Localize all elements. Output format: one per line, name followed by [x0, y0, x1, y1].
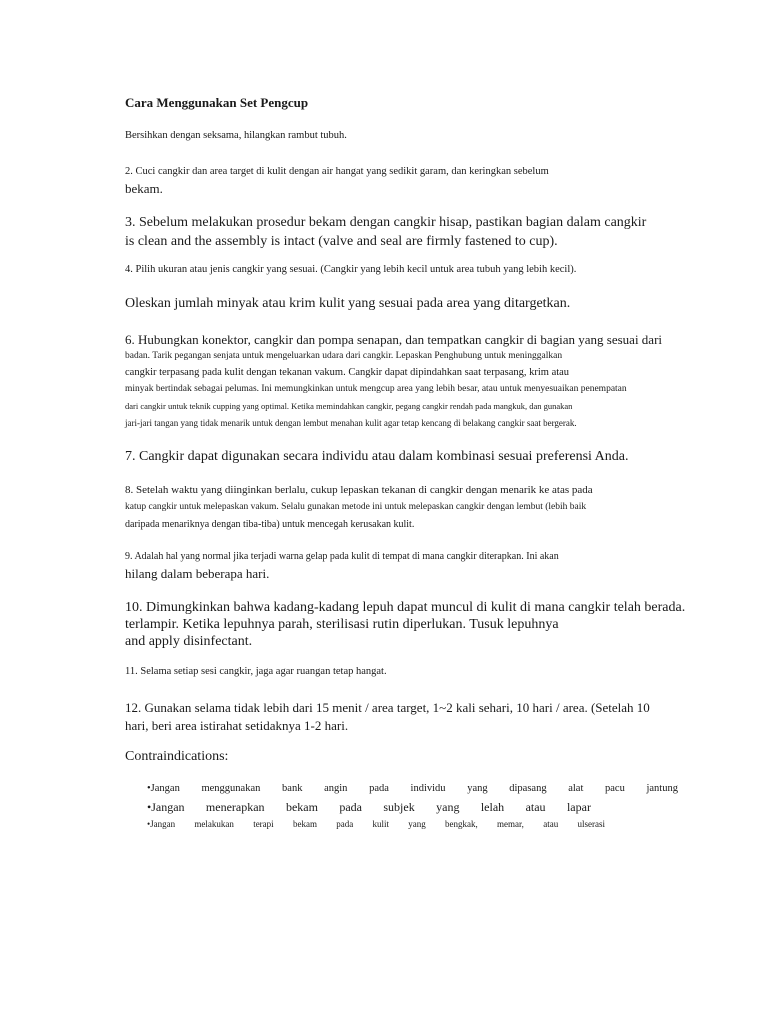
- step-11: 11. Selama setiap sesi cangkir, jaga agar ruangan tetap hangat.: [125, 666, 387, 677]
- bullet-word: •Jangan: [147, 800, 185, 814]
- text-line: dari cangkir untuk teknik cupping yang optimal. Ketika memindahkan cangkir, pegang cangkir rendah pada mangkuk, dan gunakan: [125, 401, 573, 411]
- step-9: [125, 548, 559, 582]
- step-8: [125, 482, 593, 533]
- text-line: 12. Gunakan selama tidak lebih dari 15 menit / area target, 1~2 kali sehari, 10 hari / area. (Setelah 10: [125, 700, 650, 715]
- bullet-word: dipasang: [509, 783, 547, 794]
- bullet-word: yang: [467, 783, 488, 794]
- bullet-word: terapi: [253, 819, 274, 829]
- bullet-word: jantung: [646, 783, 678, 794]
- text-line: is clean and the assembly is intact (valve and seal are firmly fastened to cup).: [125, 234, 558, 249]
- text-line: bekam.: [125, 181, 163, 196]
- text-line: hari, beri area istirahat setidaknya 1-2 hari.: [125, 718, 349, 733]
- contraindication-item: [147, 819, 605, 829]
- bullet-word: pada: [339, 800, 362, 814]
- text-line: katup cangkir untuk melepaskan vakum. Selalu gunakan metode ini untuk melepaskan cangkir dengan lembut (lebih baik: [125, 502, 587, 512]
- bullet-word: subjek: [383, 800, 415, 814]
- bullet-word: menerapkan: [205, 800, 265, 814]
- text-line: minyak bertindak sebagai pelumas. Ini memungkinkan untuk mengcup area yang lebih besar, atau untuk menyesuaikan penempatan: [125, 384, 627, 394]
- text-line: daripada menariknya dengan tiba-tiba) untuk mencegah kerusakan kulit.: [125, 519, 415, 530]
- text-line: hilang dalam beberapa hari.: [125, 566, 270, 581]
- bullet-word: angin: [324, 783, 348, 794]
- step-6: [125, 331, 662, 432]
- bullet-word: yang: [408, 819, 426, 829]
- text-line: 9. Adalah hal yang normal jika terjadi warna gelap pada kulit di tempat di mana cangkir diterapkan. Ini akan: [125, 551, 559, 562]
- bullet-word: alat: [568, 783, 584, 794]
- step-7: 7. Cangkir dapat digunakan secara individu atau dalam kombinasi sesuai preferensi Anda.: [125, 449, 629, 464]
- text-line: and apply disinfectant.: [125, 634, 253, 649]
- bullet-word: bekam: [292, 819, 317, 829]
- bullet-word: menggunakan: [201, 783, 261, 794]
- bullet-word: •Jangan: [147, 819, 176, 829]
- step-2: [125, 163, 549, 197]
- bullet-word: kulit: [372, 819, 389, 829]
- step-1: Bersihkan dengan seksama, hilangkan rambut tubuh.: [125, 130, 347, 141]
- bullet-word: bekam: [285, 800, 318, 814]
- contraindications-heading: Contraindications:: [125, 749, 229, 764]
- bullet-word: bengkak,: [445, 819, 478, 829]
- step-10: [125, 599, 685, 650]
- text-line: jari-jari tangan yang tidak menarik untuk dengan lembut menahan kulit agar tetap kencang di belakang cangkir saat bergerak.: [125, 418, 577, 428]
- bullet-word: memar,: [497, 819, 524, 829]
- bullet-word: individu: [410, 783, 446, 794]
- document-title: Cara Menggunakan Set Pengcup: [125, 95, 309, 110]
- text-line: 8. Setelah waktu yang diinginkan berlalu, cukup lepaskan tekanan di cangkir dengan menarik ke atas pada: [125, 484, 593, 496]
- step-5: Oleskan jumlah minyak atau krim kulit yang sesuai pada area yang ditargetkan.: [125, 296, 571, 311]
- text-line: 10. Dimungkinkan bahwa kadang-kadang lepuh dapat muncul di kulit di mana cangkir telah berada.: [125, 600, 686, 615]
- contraindication-item: [147, 783, 678, 794]
- text-line: 3. Sebelum melakukan prosedur bekam dengan cangkir hisap, pastikan bagian dalam cangkir: [125, 215, 647, 230]
- bullet-word: •Jangan: [147, 783, 180, 794]
- text-line: badan. Tarik pegangan senjata untuk mengeluarkan udara dari cangkir. Lepaskan Penghubung untuk meninggalkan: [125, 351, 563, 361]
- text-line: 6. Hubungkan konektor, cangkir dan pompa senapan, dan tempatkan cangkir di bagian yang sesuai dari: [125, 332, 663, 347]
- step-3: [125, 213, 646, 251]
- step-12: [125, 699, 650, 735]
- bullet-word: lelah: [480, 800, 505, 814]
- bullet-word: melakukan: [194, 819, 234, 829]
- bullet-word: ulserasi: [577, 819, 605, 829]
- bullet-word: atau: [525, 800, 546, 814]
- text-line: 2. Cuci cangkir dan area target di kulit dengan air hangat yang sedikit garam, dan keringkan sebelum: [125, 166, 549, 177]
- step-4: 4. Pilih ukuran atau jenis cangkir yang sesuai. (Cangkir yang lebih kecil untuk area tubuh yang lebih kecil).: [125, 264, 577, 275]
- bullet-word: pada: [369, 783, 389, 794]
- contraindication-item: [147, 800, 591, 815]
- text-line: terlampir. Ketika lepuhnya parah, sterilisasi rutin diperlukan. Tusuk lepuhnya: [125, 617, 559, 632]
- bullet-word: pada: [336, 819, 354, 829]
- bullet-word: atau: [543, 819, 559, 829]
- text-line: cangkir terpasang pada kulit dengan tekanan vakum. Cangkir dapat dipindahkan saat terpasang, krim atau: [125, 367, 570, 378]
- bullet-word: pacu: [605, 783, 625, 794]
- bullet-word: lapar: [566, 800, 591, 814]
- bullet-word: yang: [436, 800, 460, 814]
- bullet-word: bank: [282, 783, 303, 794]
